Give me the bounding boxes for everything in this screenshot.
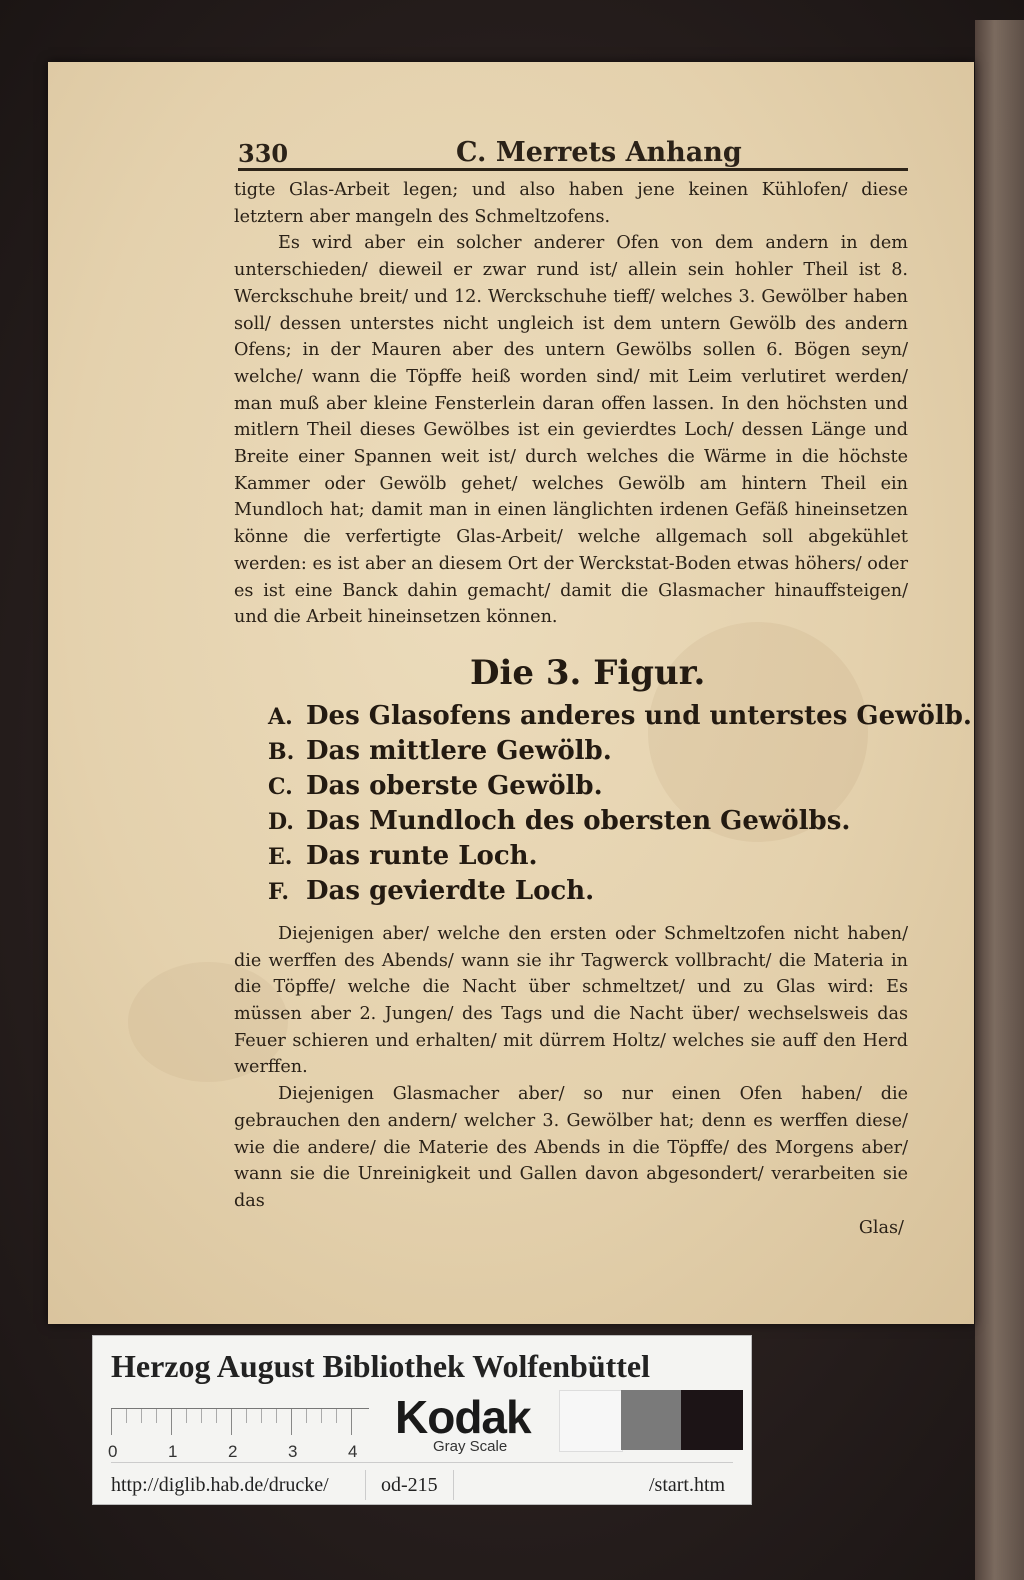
ruler-tick [351, 1409, 352, 1435]
running-head [238, 132, 908, 171]
gray-scale-label: Gray Scale [433, 1438, 508, 1455]
legend-text: Das Mundloch des obersten Gewölbs. [306, 805, 851, 836]
paragraph: Es wird aber ein solcher anderer Ofen von dem andern in dem unterschieden/ dieweil er zwar rund ist/ allein sein hohler Theil ist 8. Werckschuhe breit/ und 12. Werckschuhe tieff/ welches 3. Gewölber haben soll/ dessen unterstes nicht ungleich ist dem untern Gewölb des andern Ofens; in der Mauren aber des untern Gewölbs sollen 6. Bögen seyn/ welche/ wann die Töpffe heiß worden sind/ mit Leim verlutiret werden/ man muß aber kleine Fensterlein daran offen lassen. In den höchsten und mitlern Theil dieses Gewölbes ist ein gevierdtes Loch/ dessen Länge und Breite einer Spannen weit ist/ durch welches die Wärme in die höchste Kammer oder Gewölb gehet/ welches Gewölb am hintern Theil ein Mundloch hat; damit man in einen länglichten irdenen Gefäß hineinsetzen könne die verfertigte Glas-Arbeit/ welche allgemach soll abgekühlet werden: es ist aber an diesem Ort der Werckstat-Boden etwas höhers/ oder es ist eine Banck dahin gemacht/ damit die Glasmacher hinauffsteigen/ und die Arbeit hineinsetzen können. [234, 233, 908, 628]
ruler-tick [126, 1409, 127, 1423]
ruler-tick [216, 1409, 217, 1423]
divider [453, 1470, 454, 1500]
divider [365, 1470, 366, 1500]
running-head-title: C. Merrets Anhang [456, 137, 742, 168]
body-text-bottom [234, 921, 908, 1241]
legend-text: Des Glasofens anderes und unterstes Gewölb. [306, 700, 972, 731]
legend-text: Das oberste Gewölb. [306, 770, 603, 801]
url-prefix: http://diglib.hab.de/drucke/ [111, 1474, 329, 1496]
url-suffix: /start.htm [649, 1474, 726, 1496]
ruler-tick [111, 1409, 112, 1435]
page-number: 330 [238, 139, 289, 168]
legend-item [268, 804, 908, 839]
shelfmark: od-215 [381, 1474, 438, 1496]
page-content [234, 132, 972, 1241]
ruler-tick [291, 1409, 292, 1435]
legend-item [268, 874, 908, 909]
ruler-tick [186, 1409, 187, 1423]
legend-item [268, 734, 908, 769]
legend-letter: E. [268, 843, 293, 870]
swatch-dark [681, 1390, 743, 1450]
legend-letter: D. [268, 808, 294, 835]
ruler [111, 1408, 369, 1439]
figure-title: Die 3. Figur. [470, 652, 706, 693]
ruler-number: 0 [108, 1442, 118, 1461]
body-text-top [234, 177, 908, 631]
ruler-number: 1 [168, 1442, 178, 1461]
ruler-tick [246, 1409, 247, 1423]
legend-letter: A. [268, 703, 293, 730]
swatch-gray [621, 1390, 683, 1450]
legend-text: Das gevierdte Loch. [306, 875, 595, 906]
legend-item [268, 699, 972, 734]
next-page-edge [975, 20, 1024, 1580]
legend-text: Das mittlere Gewölb. [306, 735, 612, 766]
ruler-tick [231, 1409, 232, 1435]
ruler-tick [201, 1409, 202, 1423]
ruler-tick [321, 1409, 322, 1423]
legend-letter: B. [268, 738, 295, 765]
swatch-white [559, 1390, 623, 1452]
figure-legend [268, 699, 972, 909]
color-calibration-card [92, 1335, 752, 1505]
divider [111, 1462, 733, 1463]
institution-name: Herzog August Bibliothek Wolfenbüttel [111, 1348, 651, 1384]
ruler-tick [141, 1409, 142, 1423]
book-page [48, 62, 974, 1324]
paragraph: tigte Glas-Arbeit legen; und also haben jene keinen Kühlofen/ diese letztern aber mangeln des Schmeltzofens. [234, 180, 908, 227]
ruler-number: 3 [288, 1442, 298, 1461]
kodak-logo: Kodak [395, 1391, 531, 1443]
ruler-tick [306, 1409, 307, 1423]
ruler-tick [156, 1409, 157, 1423]
ruler-number: 2 [228, 1442, 238, 1461]
legend-letter: C. [268, 773, 293, 800]
ruler-tick [336, 1409, 337, 1423]
ruler-tick [171, 1409, 172, 1435]
paragraph: Diejenigen Glasmacher aber/ so nur einen Ofen haben/ die gebrauchen den andern/ welcher 3. Gewölber hat; denn es werffen diese/ wie die andere/ die Materie des Abends in die Töpffe/ des Morgens aber/ wann sie die Unreinigkeit und Gallen davon abgesondert/ verarbeiten sie das [234, 1084, 908, 1211]
legend-item [268, 839, 908, 874]
ruler-tick [276, 1409, 277, 1423]
legend-text: Das runte Loch. [306, 840, 538, 871]
legend-letter: F. [268, 878, 290, 905]
ruler-tick [261, 1409, 262, 1423]
legend-item [268, 769, 908, 804]
paragraph: Diejenigen aber/ welche den ersten oder Schmeltzofen nicht haben/ die werffen des Abends/ wann sie ihr Tagwerck vollbracht/ die Materia in die Töpffe/ welche die Nacht über schmeltzet/ und zu Glas wird: Es müssen aber 2. Jungen/ des Tags und die Nacht über/ wechselsweis das Feuer schieren und erhalten/ mit dürrem Holtz/ welches sie auff den Herd werffen. [234, 923, 908, 1078]
ruler-number: 4 [348, 1442, 358, 1461]
catch-word: Glas/ [858, 1217, 904, 1238]
